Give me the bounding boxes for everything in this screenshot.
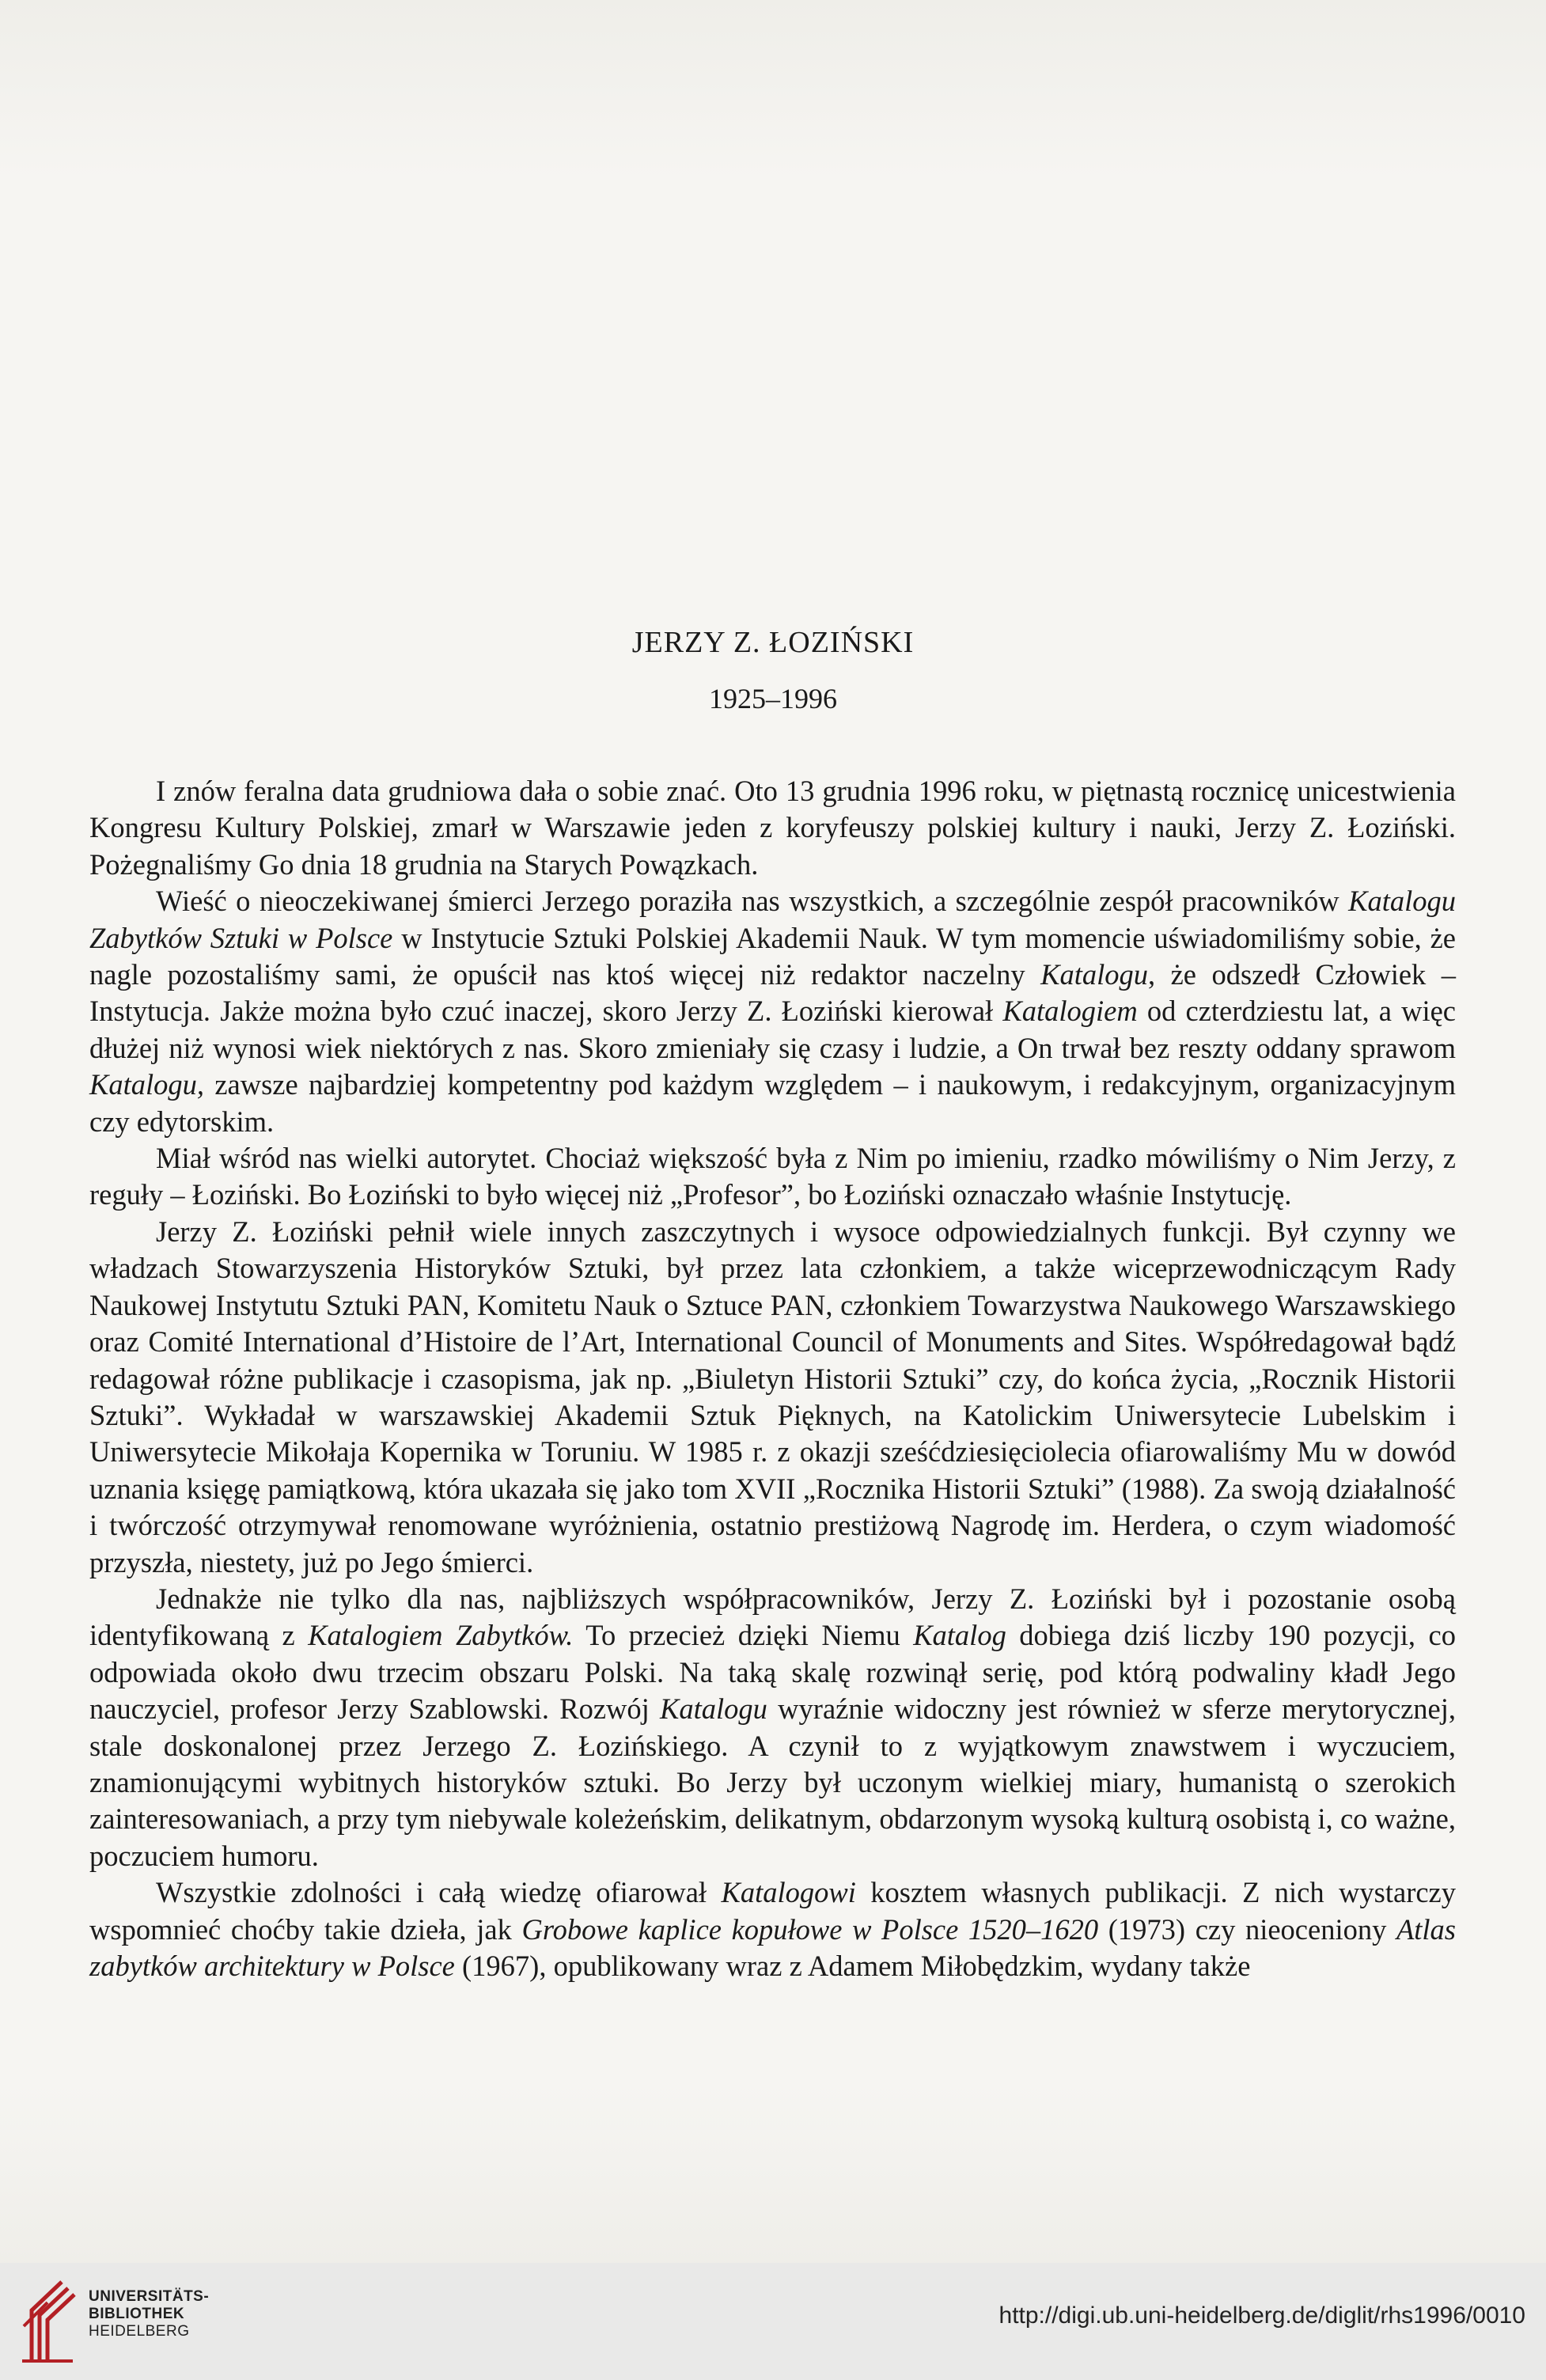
obituary-years: 1925–1996: [709, 683, 837, 714]
text-run: w Instytucie Sztuki Polskiej Akademii Nauk. W tym momencie uświadomiliśmy sobie, że nagle pozostaliśmy sami, że opuścił nas ktoś więcej niż redaktor naczelny: [89, 921, 1456, 991]
digitization-footer: [0, 2263, 1546, 2380]
library-name: [89, 2288, 209, 2340]
italic-title-run: Katalogowi: [721, 1876, 856, 1909]
text-run: kosztem własnych publikacji. Z nich wystarczy wspomnieć choćby takie dzieła, jak: [89, 1876, 1456, 1946]
paragraph: [89, 1581, 1456, 1874]
text-run: (1973) czy nieoceniony: [1098, 1912, 1396, 1946]
text-run: Miał wśród nas wielki autorytet. Chociaż większość była z Nim po imieniu, rzadko mówiliśmy o Nim Jerzy, z reguły – Łoziński. Bo Łoziński to było więcej niż „Profesor”, bo Łoziński oznaczało właśnie Instytucję.: [89, 1142, 1456, 1211]
text-run: od czterdziestu lat, a więc dłużej niż wynosi wiek niektórych z nas. Skoro zmieniały się czasy i ludzie, a On trwał bez reszty oddany sprawom: [89, 995, 1456, 1064]
italic-title-run: Katalog: [913, 1619, 1006, 1652]
italic-title-run: Katalogiem Zabytków.: [308, 1619, 574, 1652]
text-run: , że odszedł Człowiek – Instytucja. Jakże można było czuć inaczej, skoro Jerzy Z. Łoziński kierował: [89, 958, 1456, 1028]
obituary-title: JERZY Z. ŁOZIŃSKI: [631, 626, 915, 659]
text-run: dobiega dziś liczby 190 pozycji, co odpowiada około dwu trzecim obszaru Polski. Na taką skalę rozwinął serię, pod którą podwaliny kładł Jego nauczyciel, profesor Jerzy Szablowski. Rozwój: [89, 1619, 1456, 1726]
italic-title-run: Katalogu Zabytków Sztuki w Polsce: [89, 885, 1456, 954]
italic-title-run: Atlas zabytków architektury w Polsce: [89, 1912, 1456, 1982]
text-run: Jednakże nie tylko dla nas, najbliższych współpracowników, Jerzy Z. Łoziński był i pozostanie osobą identyfikowaną z: [89, 1582, 1456, 1652]
library-name-line: BIBLIOTHEK: [89, 2306, 185, 2322]
italic-title-run: Katalogiem: [1002, 995, 1138, 1028]
text-run: Wieść o nieoczekiwanej śmierci Jerzego poraziła nas wszystkich, a szczególnie zespół pracowników: [156, 885, 1349, 918]
paragraph: [89, 1214, 1456, 1581]
library-logo-icon: [16, 2279, 78, 2364]
paragraph: [89, 773, 1456, 883]
paragraph: [89, 883, 1456, 1140]
source-url[interactable]: http://digi.ub.uni-heidelberg.de/diglit/rhs1996/0010: [998, 2302, 1525, 2329]
article-body: [89, 773, 1456, 1984]
text-run: I znów feralna data grudniowa dała o sobie znać. Oto 13 grudnia 1996 roku, w piętnastą rocznicę unicestwienia Kongresu Kultury Polskiej, zmarł w Warszawie jeden z koryfeuszy polskiej kultury i nauki, Jerzy Z. Łoziński. Pożegnaliśmy Go dnia 18 grudnia na Starych Powązkach.: [89, 775, 1456, 881]
text-run: To przecież dzięki Niemu: [573, 1619, 914, 1652]
italic-title-run: Grobowe kaplice kopułowe w Polsce 1520–1620: [521, 1912, 1099, 1946]
text-run: wyraźnie widoczny jest również w sferze merytorycznej, stale doskonalonej przez Jerzego Z. Łozińskiego. A czynił to z wyjątkowym znawstwem i wyczuciem, znamionującymi wybitnych historyków sztuki. Bo Jerzy był uczonym wielkiej miary, humanistą o szerokich zainteresowaniach, a przy tym niebywale koleżeńskim, delikatnym, obdarzonym wysoką kulturą osobistą i, co ważne, poczuciem humoru.: [89, 1692, 1456, 1872]
italic-title-run: Katalogu,: [89, 1068, 205, 1101]
paragraph: [89, 1874, 1456, 1984]
paragraph: [89, 1140, 1456, 1214]
italic-title-run: Katalogu: [1040, 958, 1149, 991]
text-run: zawsze najbardziej kompetentny pod każdym względem – i naukowym, i redakcyjnym, organizacyjnym czy edytorskim.: [89, 1068, 1456, 1138]
library-name-line: HEIDELBERG: [89, 2323, 190, 2340]
italic-title-run: Katalogu: [660, 1692, 767, 1726]
text-run: Wszystkie zdolności i całą wiedzę ofiarował: [156, 1876, 722, 1909]
text-run: (1967), opublikowany wraz z Adamem Miłobędzkim, wydany także: [454, 1950, 1251, 1982]
library-name-line: UNIVERSITÄTS-: [89, 2288, 210, 2305]
text-run: Jerzy Z. Łoziński pełnił wiele innych zaszczytnych i wysoce odpowiedzialnych funkcji. Był czynny we władzach Stowarzyszenia Historyków Sztuki, był przez lata członkiem, a także wiceprzewodniczącym Rady Naukowej Instytutu Sztuki PAN, Komitetu Nauk o Sztuce PAN, członkiem Towarzystwa Naukowego Warszawskiego oraz Comité International d’Histoire de l’Art, International Council of Monuments and Sites. Współredagował bądź redagował różne publikacje i czasopisma, jak np. „Biuletyn Historii Sztuki” czy, do końca życia, „Rocznik Historii Sztuki”. Wykładał w warszawskiej Akademii Sztuk Pięknych, na Katolickim Uniwersytecie Lubelskim i Uniwersytecie Mikołaja Kopernika w Toruniu. W 1985 r. z okazji sześćdziesięciolecia ofiarowaliśmy Mu w dowód uznania księgę pamiątkową, która ukazała się jako tom XVII „Rocznika Historii Sztuki” (1988). Za swoją działalność i twórczość otrzymywał renomowane wyróżnienia, ostatnio prestiżową Nagrodę im. Herdera, o czym wiadomość przyszła, niestety, już po Jego śmierci.: [89, 1215, 1456, 1578]
